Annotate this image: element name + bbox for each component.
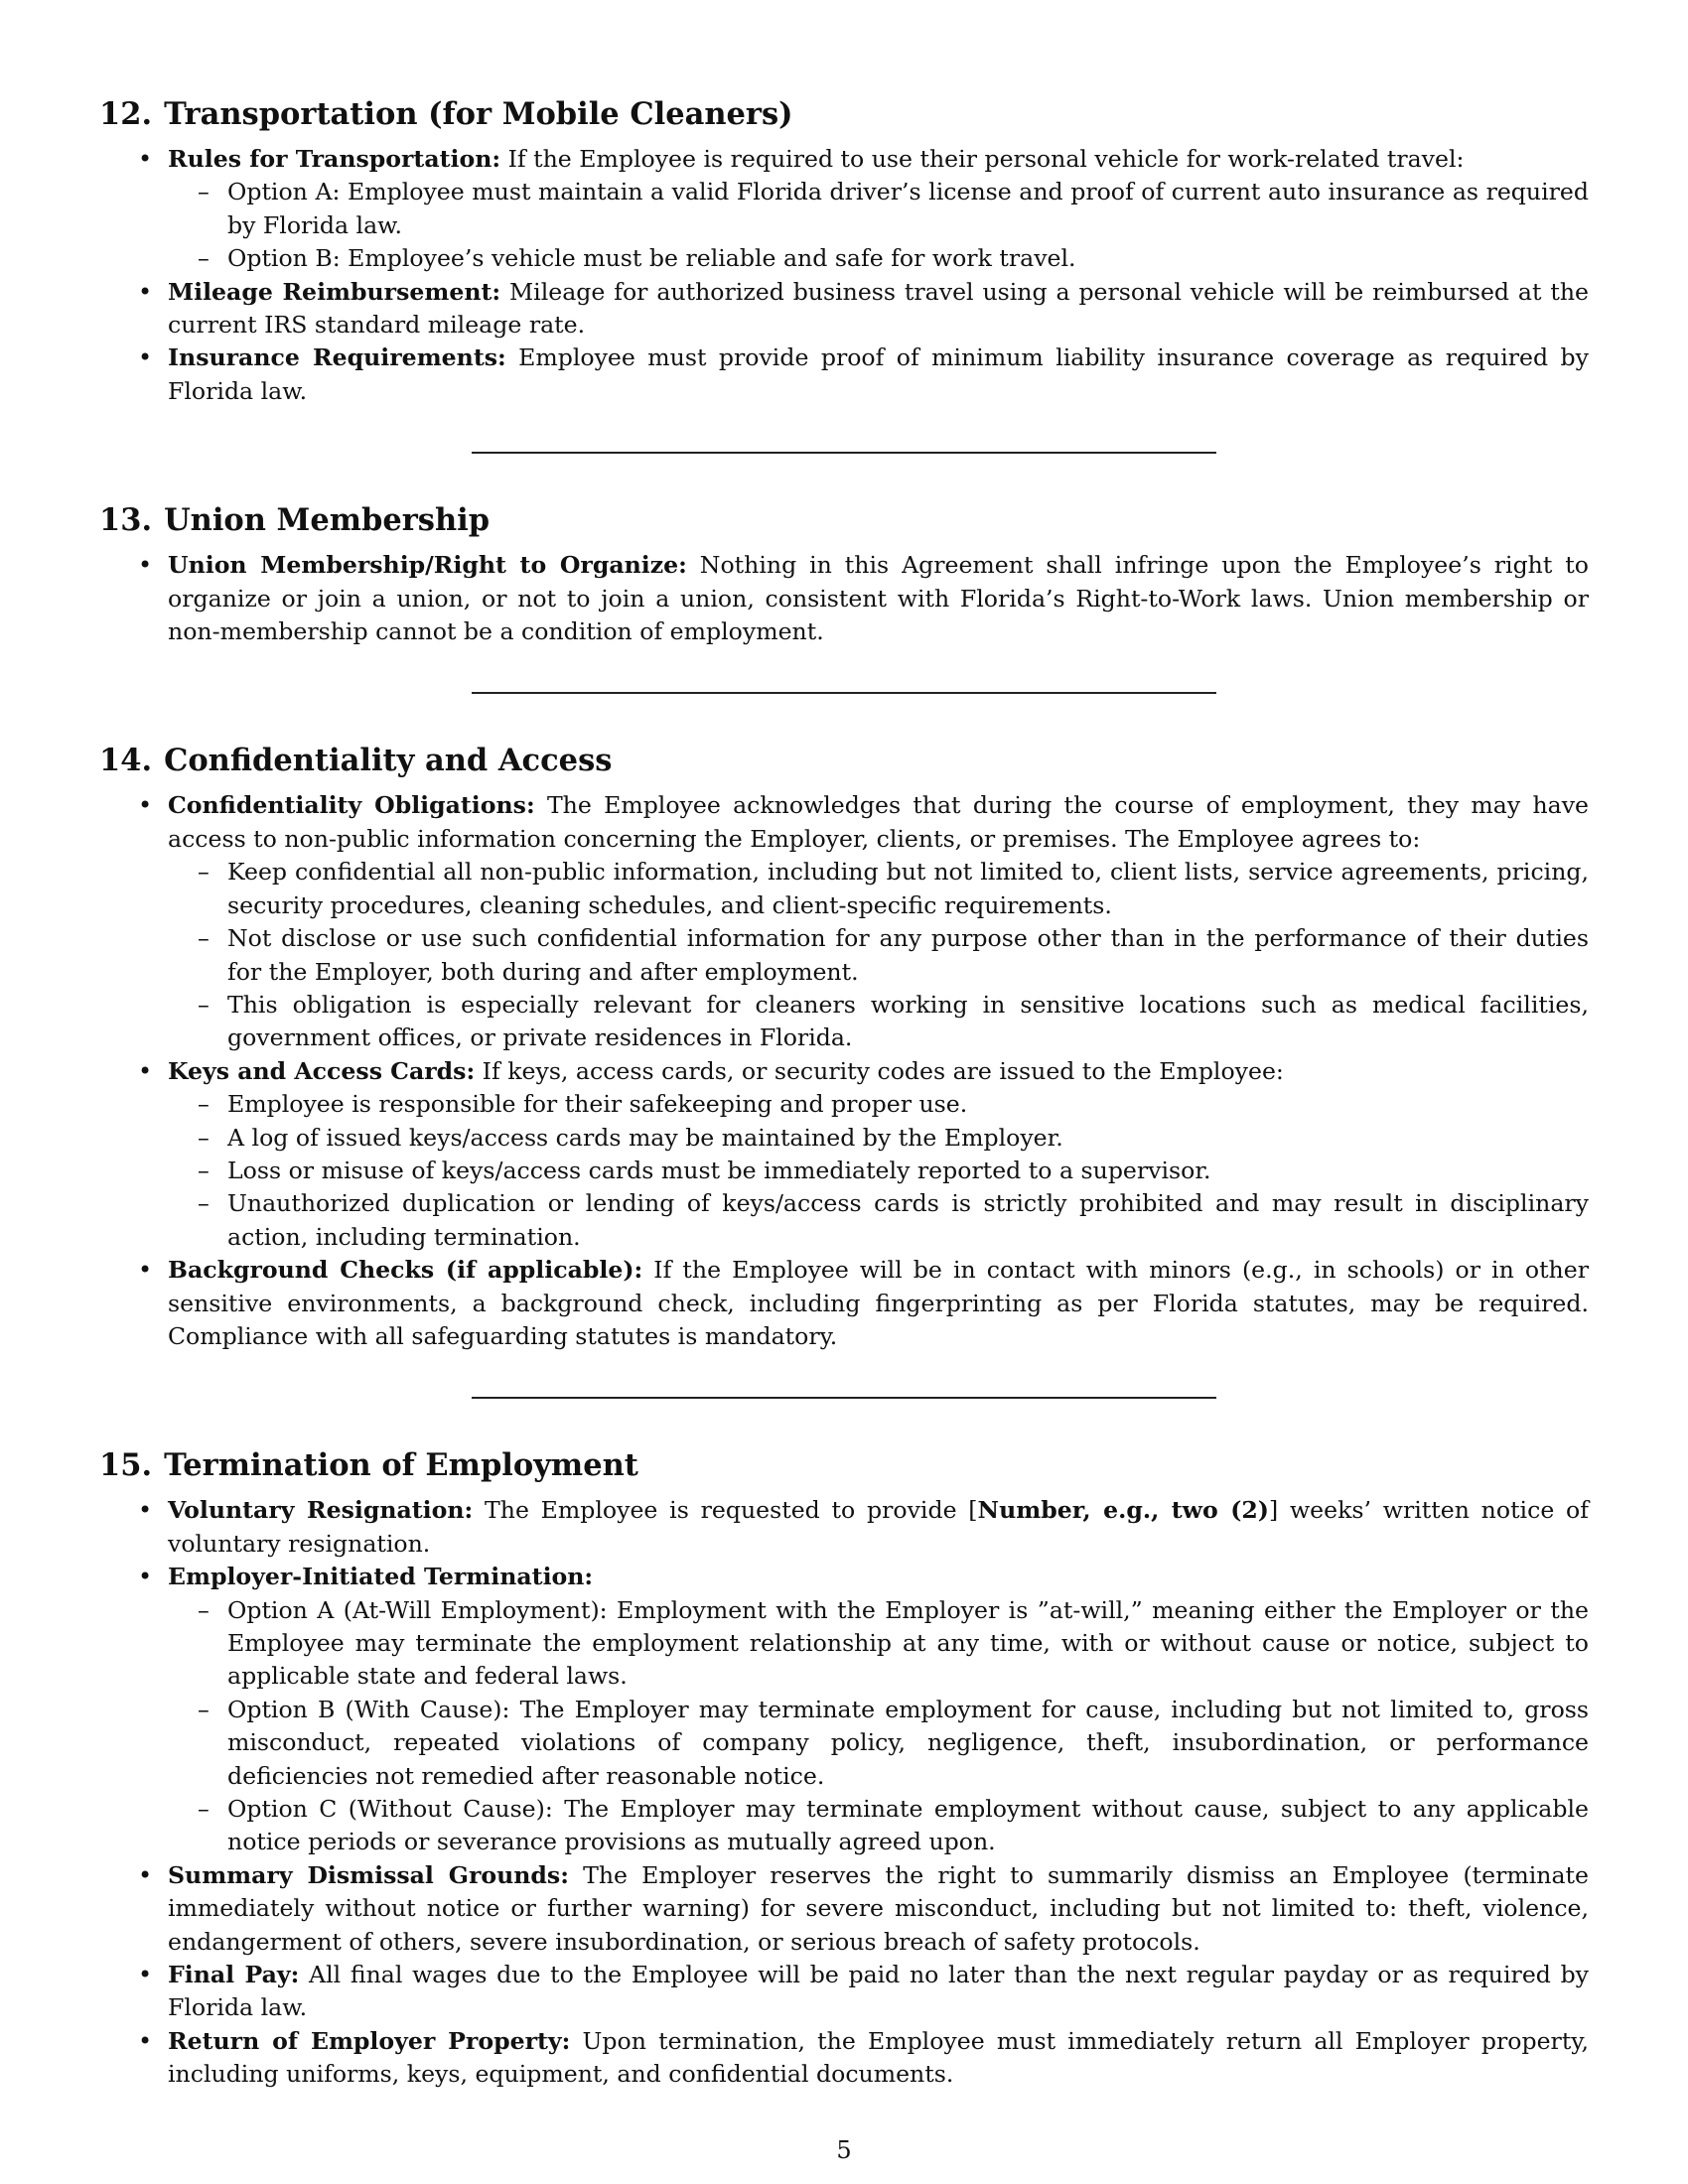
- list-item-confidentiality: [99, 789, 1589, 1054]
- placeholder-text: Number, e.g., two (2): [977, 1496, 1269, 1525]
- item-label: Background Checks (if applicable):: [168, 1256, 643, 1285]
- item-label: Confidentiality Obligations:: [168, 791, 535, 820]
- list-item-background: [99, 1254, 1589, 1353]
- sublist-item: – A log of issued keys/access cards may be maintained by the Employer.: [168, 1122, 1589, 1155]
- item-text: If keys, access cards, or security codes are issued to the Employee:: [475, 1056, 1284, 1085]
- sublist-item: – Option A (At-Will Employment): Employment with the Employer is ”at-will,” meaning either the Employer or the Employee may terminate the employment relationship at any time, with or without cause or notice, subject to applicable state and federal laws.: [168, 1594, 1589, 1694]
- section-13-heading: [99, 497, 1589, 543]
- item-label: Voluntary Resignation:: [168, 1496, 474, 1525]
- section-title: Termination of Employment: [164, 1447, 638, 1484]
- item-text: If the Employee is required to use their personal vehicle for work-related travel:: [500, 145, 1465, 173]
- section-title: Union Membership: [164, 502, 491, 539]
- list-item-mileage: [99, 276, 1589, 342]
- item-label: Insurance Requirements:: [168, 343, 506, 372]
- sublist-item: – Option C (Without Cause): The Employer may terminate employment without cause, subject to any applicable notice periods or severance provisions as mutually agreed upon.: [168, 1793, 1589, 1859]
- sublist-item: – Option B (With Cause): The Employer may terminate employment for cause, including but not limited to, gross misconduct, repeated violations of company policy, negligence, theft, insubordination, or performance deficiencies not remedied after reasonable notice.: [168, 1694, 1589, 1793]
- section-divider: [472, 1397, 1216, 1399]
- item-label: Rules for Transportation:: [168, 145, 501, 173]
- item-text: The Employer reserves the right to summarily dismiss an Employee (terminate immediately without notice or further warning) for severe misconduct, including but not limited to: theft, violence, endangerment of others, severe insubordination, or serious breach of safety protocols.: [168, 1860, 1589, 1956]
- section-number: 15.: [99, 1447, 153, 1484]
- item-text: The Employee is requested to provide [: [473, 1496, 978, 1525]
- section-title: Transportation (for Mobile Cleaners): [164, 96, 793, 132]
- section-number: 12.: [99, 96, 153, 132]
- item-text: Mileage for authorized business travel using a personal vehicle will be reimbursed at the current IRS standard mileage rate.: [168, 277, 1589, 340]
- item-text: Upon termination, the Employee must immediately return all Employer property, including uniforms, keys, equipment, and confidential documents.: [168, 2026, 1589, 2089]
- sublist: [168, 176, 1589, 275]
- section-15-heading: [99, 1442, 1589, 1488]
- section-13-list: [99, 549, 1589, 648]
- sublist-item: – Option A: Employee must maintain a valid Florida driver’s license and proof of current auto insurance as required by Florida law.: [168, 176, 1589, 242]
- page-content: [99, 91, 1589, 2092]
- sublist-item: – This obligation is especially relevant for cleaners working in sensitive locations such as medical facilities, government offices, or private residences in Florida.: [168, 989, 1589, 1055]
- section-divider: [472, 692, 1216, 694]
- list-item-employer-termination: [99, 1561, 1589, 1859]
- section-number: 14.: [99, 743, 153, 779]
- section-14-heading: [99, 738, 1589, 783]
- sublist-item: – Unauthorized duplication or lending of keys/access cards is strictly prohibited and may result in disciplinary action, including termination.: [168, 1187, 1589, 1254]
- item-label: Summary Dismissal Grounds:: [168, 1860, 569, 1889]
- section-12-list: [99, 143, 1589, 408]
- item-text: If the Employee will be in contact with minors (e.g., in schools) or in other sensitive environments, a background check, including fingerprinting as per Florida statutes, may be required. Compliance with all safeguarding statutes is mandatory.: [168, 1256, 1589, 1350]
- section-divider: [472, 452, 1216, 454]
- sublist: [168, 1594, 1589, 1859]
- item-text: ] weeks’ written notice of voluntary resignation.: [168, 1496, 1589, 1558]
- section-title: Confidentiality and Access: [164, 743, 613, 779]
- item-label: Return of Employer Property:: [168, 2026, 571, 2055]
- sublist-item: – Keep confidential all non-public information, including but not limited to, client lists, service agreements, pricing, security procedures, cleaning schedules, and client-specific requirements.: [168, 856, 1589, 922]
- item-label: Union Membership/Right to Organize:: [168, 551, 687, 580]
- item-text: Nothing in this Agreement shall infringe upon the Employee’s right to organize or join a union, or not to join a union, consistent with Florida’s Right-to-Work laws. Union membership or non-membership cannot be a condition of employment.: [168, 551, 1589, 646]
- sublist-item: – Not disclose or use such confidential information for any purpose other than in the performance of their duties for the Employer, both during and after employment.: [168, 922, 1589, 989]
- list-item-summary-dismissal: [99, 1859, 1589, 1959]
- section-12-heading: [99, 91, 1589, 137]
- sublist-item: – Option B: Employee’s vehicle must be reliable and safe for work travel.: [168, 242, 1589, 275]
- item-text: All final wages due to the Employee will be paid no later than the next regular payday or as required by Florida law.: [168, 1961, 1589, 2022]
- list-item-keys: [99, 1055, 1589, 1254]
- list-item-voluntary: [99, 1494, 1589, 1561]
- sublist-item: – Employee is responsible for their safekeeping and proper use.: [168, 1088, 1589, 1121]
- page-number: 5: [836, 2136, 852, 2164]
- section-number: 13.: [99, 502, 153, 539]
- list-item-return-property: [99, 2025, 1589, 2092]
- item-text: Employee must provide proof of minimum liability insurance coverage as required by Florida law.: [168, 343, 1589, 405]
- item-label: Keys and Access Cards:: [168, 1056, 476, 1085]
- item-label: Mileage Reimbursement:: [168, 277, 501, 306]
- section-15-list: [99, 1494, 1589, 2091]
- sublist: [168, 1088, 1589, 1254]
- sublist: [168, 856, 1589, 1054]
- item-text: The Employee acknowledges that during the course of employment, they may have access to non-public information concerning the Employer, clients, or premises. The Employee agrees to:: [168, 791, 1590, 853]
- list-item-final-pay: [99, 1959, 1589, 2025]
- list-item-insurance: [99, 341, 1589, 408]
- sublist-item: – Loss or misuse of keys/access cards must be immediately reported to a supervisor.: [168, 1155, 1589, 1187]
- item-label: Employer-Initiated Termination:: [168, 1563, 594, 1591]
- item-label: Final Pay:: [168, 1961, 300, 1989]
- section-14-list: [99, 789, 1589, 1353]
- list-item-rules-transportation: [99, 143, 1589, 276]
- list-item-union: [99, 549, 1589, 648]
